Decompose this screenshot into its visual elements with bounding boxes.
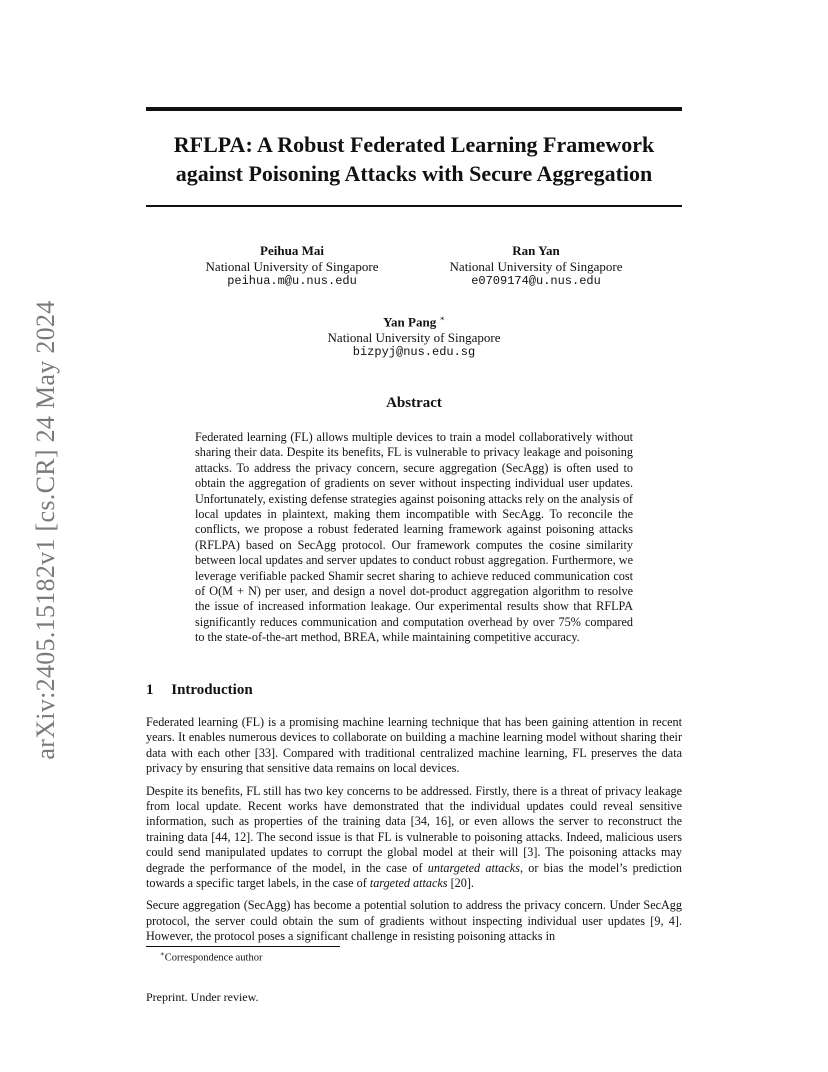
footnote (160, 950, 262, 964)
section-number: 1 (146, 682, 154, 698)
title-line-1: RFLPA: A Robust Federated Learning Framework (173, 132, 655, 157)
preprint-notice: Preprint. Under review. (146, 990, 259, 1004)
author-affiliation: National University of Singapore (327, 329, 501, 345)
section-body (146, 715, 682, 952)
paragraph-2: Despite its benefits, FL still has two key concerns to be addressed. Firstly, there is a threat of privacy leakage from local update. Recent works have demonstrated that the individual updates could reveal sensitive information, such as properties of the training data [34, 16], or even allows the server to reconstruct the training data [44, 12]. The second issue is that FL is vulnerable to poisoning attacks. Indeed, malicious users could send manipulated updates to corrupt the global model at their will [3]. The poisoning attacks may degrade the performance of the model, in the case of untargeted attacks, or bias the model’s prediction towards a specific target labels, in the case of targeted attacks [20]. (146, 783, 683, 891)
author-block-2 (430, 243, 642, 290)
emphasis-targeted: targeted attacks (369, 876, 448, 891)
author-name: Peihua Mai (260, 243, 324, 258)
author-email[interactable]: bizpyj@nus.edu.sg (352, 345, 476, 360)
abstract-text: Federated learning (FL) allows multiple devices to train a model collaboratively without sharing their data. Despite its benefits, FL is vulnerable to privacy leakage and poisoning attacks. To address the privacy concern, secure aggregation (SecAgg) is often used to obtain the aggregation of gradients on sever without inspecting individual user updates. Unfortunately, existing defense strategies against poisoning attacks rely on the analysis of local updates in plaintext, making them incompatible with SecAgg. To reconcile the conflicts, we propose a robust federated learning framework against poisoning attacks (RFLPA) based on SecAgg protocol. Our framework computes the cosine similarity between local updates and server updates to conduct robust aggregation. Furthermore, we leverage verifiable packed Shamir secret sharing to achieve reduced communication cost of O(M + N) per user, and design a novel dot-product aggregation algorithm to resolve the issue of increased information leakage. Our experimental results show that RFLPA significantly reduces communication and computation overhead by over 75% compared to the state-of-the-art method, BREA, while maintaining competitive accuracy. (195, 430, 633, 645)
section-title: Introduction (171, 682, 253, 698)
author-affiliation: National University of Singapore (205, 258, 379, 274)
author-affiliation: National University of Singapore (449, 258, 623, 274)
paper-title (146, 130, 682, 188)
footnote-text: Correspondence author (164, 952, 263, 964)
footnote-mark: ∗ (160, 950, 165, 958)
author-email[interactable]: e0709174@u.nus.edu (471, 274, 601, 288)
author-email[interactable]: peihua.m@u.nus.edu (227, 274, 357, 288)
paragraph-3: Secure aggregation (SecAgg) has become a potential solution to address the privacy concern. Under SecAgg protocol, the server could obtain the sum of gradients without inspecting individual user updates [9, 4]. However, the protocol poses a significant challenge in resisting poisoning attacks in (146, 898, 682, 944)
arxiv-identifier-text: arXiv:2405.15182v1 [cs.CR] 24 May 2024 (31, 300, 60, 760)
paragraph-1: Federated learning (FL) is a promising machine learning technique that has been gaining attention in recent years. It enables numerous devices to collaborate on building a machine learning model without sharing their data with each other [33]. Compared with traditional centralized machine learning, FL preserves the data privacy by ensuring that sensitive data remains on local devices. (146, 715, 682, 776)
emphasis-untargeted: untargeted attacks (427, 860, 520, 875)
author-name: Ran Yan (512, 243, 560, 258)
arxiv-identifier (31, 300, 60, 760)
author-block-1 (186, 243, 398, 290)
title-top-rule (146, 107, 682, 111)
section-heading (146, 682, 253, 699)
title-line-2: against Poisoning Attacks with Secure Aggregation (175, 161, 653, 186)
abstract-heading: Abstract (386, 395, 442, 411)
correspondence-mark: ∗ (439, 314, 445, 323)
author-name: Yan Pang (383, 314, 437, 330)
title-bottom-rule (146, 205, 682, 207)
author-name-line (308, 311, 520, 330)
footnote-rule (146, 946, 340, 947)
author-block-3 (308, 311, 520, 361)
